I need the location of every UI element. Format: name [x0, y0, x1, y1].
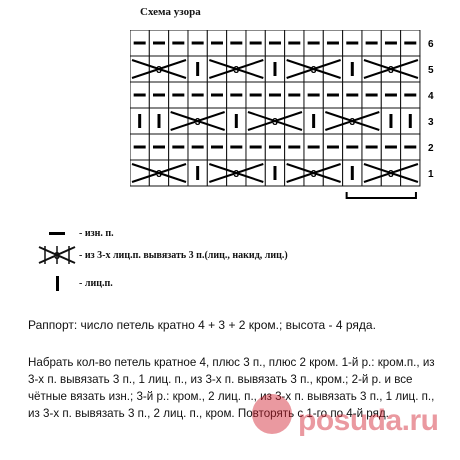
cluster-stitch-number: 3 — [388, 169, 394, 180]
cluster-stitch-number: 3 — [310, 65, 317, 76]
cluster-symbol-icon — [35, 244, 79, 266]
watermark-text: posuda.ru — [298, 404, 439, 437]
instructions-text: Набрать кол-во петель кратное 4, плюс 3 п., плюс 2 кром. 1-й р.: кром.п., из 3-х п. вывязать 3 п., 1 лиц. п., из 3-х п. вывязать 3 п., кром.; 2-й р. и все чётные вязать изн.; 3-й р.: кром., 2 лиц. п., из 3-х п. вывязать 3 п., 1 лиц. п., из 3-х п. вывязать 3 п., 2 лиц. п., кром. Повторять с 1-го по 4-й ряд. — [28, 356, 435, 420]
cluster-stitch-number: 3 — [388, 65, 394, 76]
watermark-logo-icon — [252, 394, 292, 434]
cluster-stitch-number: 3 — [156, 65, 162, 76]
cluster-stitch-number: 3 — [349, 117, 356, 128]
row-number: 4 — [427, 91, 434, 102]
repeat-bracket — [347, 192, 416, 198]
legend-purl-label: - изн. п. — [79, 227, 114, 239]
row-number: 6 — [427, 39, 434, 50]
legend-cluster — [35, 244, 288, 266]
rapport-text: Раппорт: число петель кратно 4 + 3 + 2 кром.; высота - 4 ряда. — [28, 318, 376, 332]
chart-title: Схема узора — [140, 6, 201, 18]
watermark — [252, 386, 452, 456]
row-number: 1 — [427, 169, 434, 180]
cluster-stitch-number: 3 — [156, 169, 162, 180]
knit-symbol-icon — [35, 272, 79, 294]
cluster-stitch-number: 3 — [272, 117, 278, 128]
row-number: 2 — [427, 143, 434, 154]
legend-knit — [35, 272, 113, 294]
cluster-stitch-number: 3 — [233, 65, 240, 76]
legend-purl — [35, 222, 114, 244]
cluster-stitch-number: 3 — [194, 117, 201, 128]
row-number: 5 — [427, 65, 434, 76]
purl-symbol-icon — [35, 222, 79, 244]
legend-knit-label: - лиц.п. — [79, 277, 113, 289]
legend-cluster-label: - из 3-х лиц.п. вывязать 3 п.(лиц., накид, лиц.) — [79, 249, 288, 261]
cluster-stitch-number: 3 — [310, 169, 317, 180]
cluster-stitch-number: 3 — [233, 169, 240, 180]
knitting-chart — [130, 30, 450, 210]
svg-text:3: 3 — [54, 251, 60, 262]
row-number: 3 — [427, 117, 434, 128]
